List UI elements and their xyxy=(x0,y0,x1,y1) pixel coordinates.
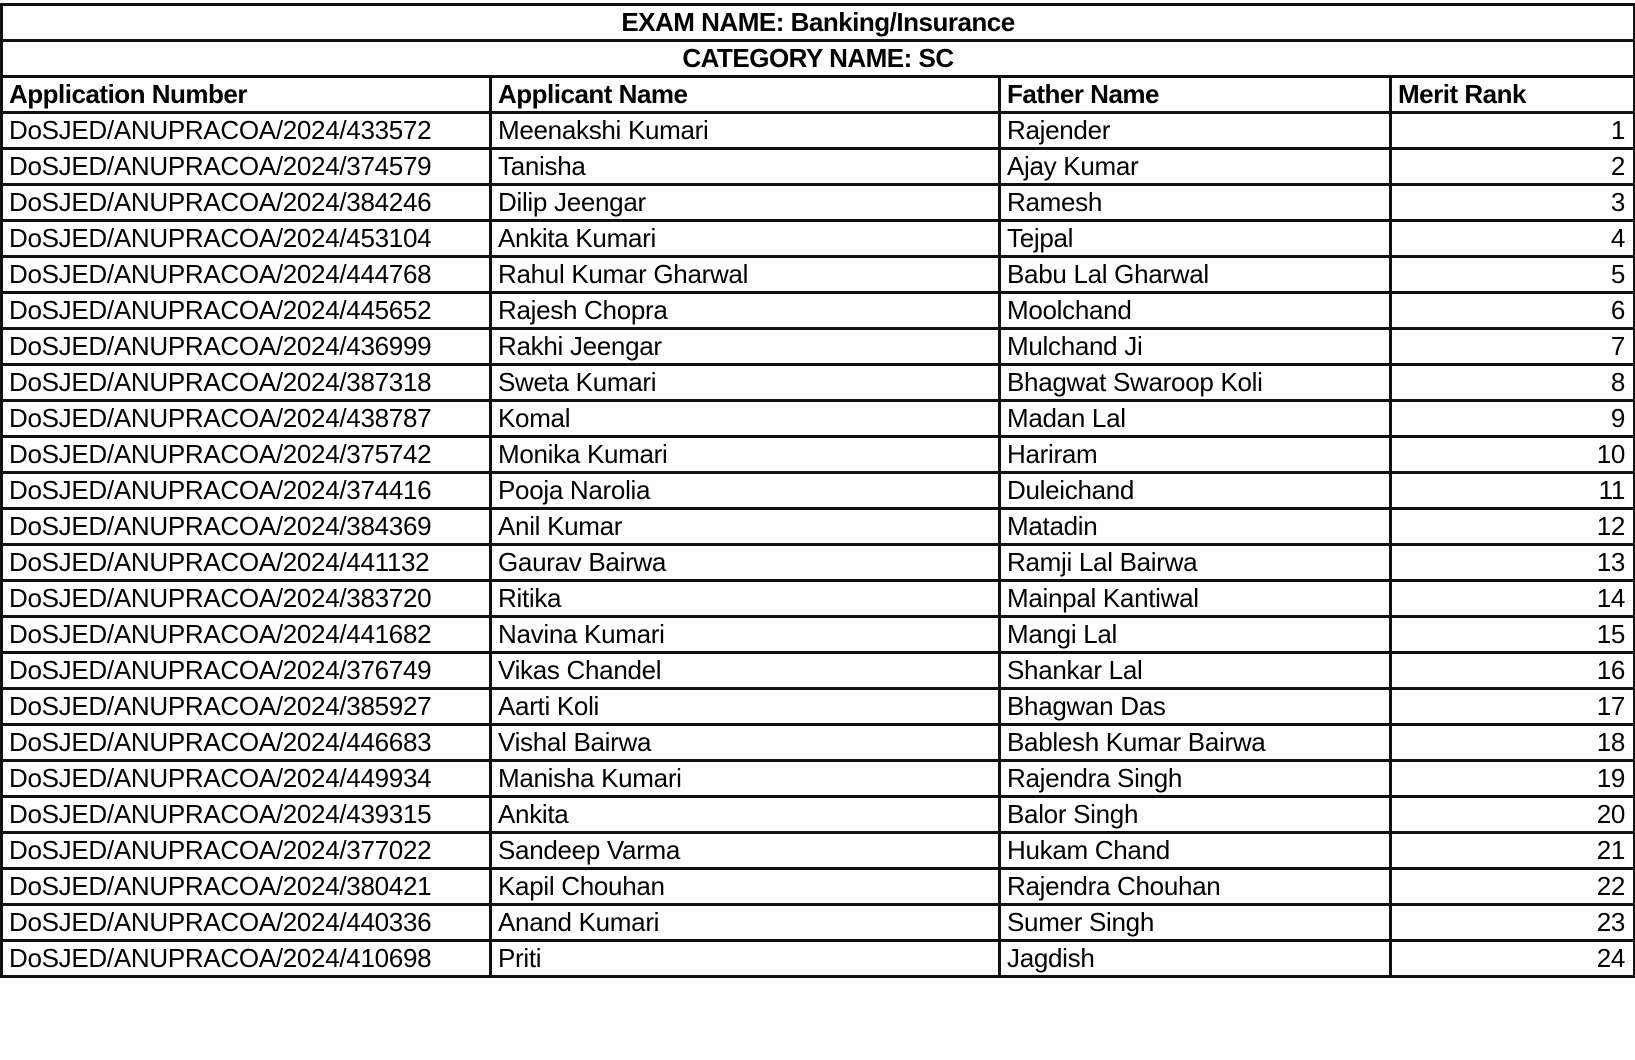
applicant-name-cell: Gaurav Bairwa xyxy=(491,545,1000,581)
category-name-row xyxy=(2,41,1635,77)
application-number-cell: DoSJED/ANUPRACOA/2024/374579 xyxy=(2,149,491,185)
column-header-father-name: Father Name xyxy=(1000,77,1391,113)
applicant-name-cell: Monika Kumari xyxy=(491,437,1000,473)
merit-rank-cell: 10 xyxy=(1391,437,1635,473)
merit-rank-cell: 15 xyxy=(1391,617,1635,653)
merit-rank-cell: 20 xyxy=(1391,797,1635,833)
merit-rank-cell: 6 xyxy=(1391,293,1635,329)
table-row xyxy=(2,905,1635,941)
application-number-cell: DoSJED/ANUPRACOA/2024/445652 xyxy=(2,293,491,329)
applicant-name-cell: Komal xyxy=(491,401,1000,437)
father-name-cell: Shankar Lal xyxy=(1000,653,1391,689)
application-number-cell: DoSJED/ANUPRACOA/2024/441682 xyxy=(2,617,491,653)
table-row xyxy=(2,509,1635,545)
merit-rank-cell: 9 xyxy=(1391,401,1635,437)
merit-rank-cell: 7 xyxy=(1391,329,1635,365)
application-number-cell: DoSJED/ANUPRACOA/2024/383720 xyxy=(2,581,491,617)
applicant-name-cell: Navina Kumari xyxy=(491,617,1000,653)
merit-rank-cell: 23 xyxy=(1391,905,1635,941)
father-name-cell: Babu Lal Gharwal xyxy=(1000,257,1391,293)
table-row xyxy=(2,365,1635,401)
table-row xyxy=(2,941,1635,977)
table-body xyxy=(2,113,1635,977)
column-header-merit-rank: Merit Rank xyxy=(1391,77,1635,113)
father-name-cell: Mulchand Ji xyxy=(1000,329,1391,365)
application-number-cell: DoSJED/ANUPRACOA/2024/375742 xyxy=(2,437,491,473)
father-name-cell: Ramji Lal Bairwa xyxy=(1000,545,1391,581)
application-number-cell: DoSJED/ANUPRACOA/2024/453104 xyxy=(2,221,491,257)
applicant-name-cell: Anand Kumari xyxy=(491,905,1000,941)
exam-name-row xyxy=(2,5,1635,41)
applicant-name-cell: Rakhi Jeengar xyxy=(491,329,1000,365)
father-name-cell: Sumer Singh xyxy=(1000,905,1391,941)
application-number-cell: DoSJED/ANUPRACOA/2024/436999 xyxy=(2,329,491,365)
merit-rank-cell: 3 xyxy=(1391,185,1635,221)
application-number-cell: DoSJED/ANUPRACOA/2024/387318 xyxy=(2,365,491,401)
applicant-name-cell: Sweta Kumari xyxy=(491,365,1000,401)
merit-rank-cell: 18 xyxy=(1391,725,1635,761)
applicant-name-cell: Kapil Chouhan xyxy=(491,869,1000,905)
table-row xyxy=(2,437,1635,473)
table-row xyxy=(2,329,1635,365)
application-number-cell: DoSJED/ANUPRACOA/2024/374416 xyxy=(2,473,491,509)
table-row xyxy=(2,725,1635,761)
merit-list-table xyxy=(0,3,1635,978)
application-number-cell: DoSJED/ANUPRACOA/2024/384369 xyxy=(2,509,491,545)
applicant-name-cell: Vikas Chandel xyxy=(491,653,1000,689)
merit-rank-cell: 19 xyxy=(1391,761,1635,797)
table-row xyxy=(2,581,1635,617)
application-number-cell: DoSJED/ANUPRACOA/2024/449934 xyxy=(2,761,491,797)
merit-rank-cell: 11 xyxy=(1391,473,1635,509)
merit-rank-cell: 8 xyxy=(1391,365,1635,401)
table-row xyxy=(2,113,1635,149)
father-name-cell: Ajay Kumar xyxy=(1000,149,1391,185)
applicant-name-cell: Ankita xyxy=(491,797,1000,833)
application-number-cell: DoSJED/ANUPRACOA/2024/439315 xyxy=(2,797,491,833)
merit-rank-cell: 2 xyxy=(1391,149,1635,185)
table-row xyxy=(2,761,1635,797)
table-row xyxy=(2,149,1635,185)
applicant-name-cell: Dilip Jeengar xyxy=(491,185,1000,221)
application-number-cell: DoSJED/ANUPRACOA/2024/376749 xyxy=(2,653,491,689)
applicant-name-cell: Aarti Koli xyxy=(491,689,1000,725)
table-row xyxy=(2,473,1635,509)
merit-rank-cell: 4 xyxy=(1391,221,1635,257)
table-row xyxy=(2,257,1635,293)
application-number-cell: DoSJED/ANUPRACOA/2024/438787 xyxy=(2,401,491,437)
applicant-name-cell: Rajesh Chopra xyxy=(491,293,1000,329)
merit-list-sheet xyxy=(0,3,1633,978)
father-name-cell: Bhagwan Das xyxy=(1000,689,1391,725)
father-name-cell: Ramesh xyxy=(1000,185,1391,221)
exam-name-title: EXAM NAME: Banking/Insurance xyxy=(2,5,1635,41)
father-name-cell: Bhagwat Swaroop Koli xyxy=(1000,365,1391,401)
applicant-name-cell: Rahul Kumar Gharwal xyxy=(491,257,1000,293)
merit-rank-cell: 17 xyxy=(1391,689,1635,725)
application-number-cell: DoSJED/ANUPRACOA/2024/433572 xyxy=(2,113,491,149)
father-name-cell: Madan Lal xyxy=(1000,401,1391,437)
father-name-cell: Mainpal Kantiwal xyxy=(1000,581,1391,617)
merit-rank-cell: 5 xyxy=(1391,257,1635,293)
merit-rank-cell: 24 xyxy=(1391,941,1635,977)
table-row xyxy=(2,221,1635,257)
father-name-cell: Tejpal xyxy=(1000,221,1391,257)
table-row xyxy=(2,869,1635,905)
application-number-cell: DoSJED/ANUPRACOA/2024/441132 xyxy=(2,545,491,581)
column-header-applicant-name: Applicant Name xyxy=(491,77,1000,113)
table-row xyxy=(2,401,1635,437)
category-name-title: CATEGORY NAME: SC xyxy=(2,41,1635,77)
applicant-name-cell: Tanisha xyxy=(491,149,1000,185)
table-row xyxy=(2,797,1635,833)
column-header-application-number: Application Number xyxy=(2,77,491,113)
father-name-cell: Rajender xyxy=(1000,113,1391,149)
applicant-name-cell: Sandeep Varma xyxy=(491,833,1000,869)
father-name-cell: Bablesh Kumar Bairwa xyxy=(1000,725,1391,761)
applicant-name-cell: Ritika xyxy=(491,581,1000,617)
merit-rank-cell: 14 xyxy=(1391,581,1635,617)
merit-rank-cell: 12 xyxy=(1391,509,1635,545)
applicant-name-cell: Pooja Narolia xyxy=(491,473,1000,509)
father-name-cell: Jagdish xyxy=(1000,941,1391,977)
father-name-cell: Hukam Chand xyxy=(1000,833,1391,869)
father-name-cell: Hariram xyxy=(1000,437,1391,473)
applicant-name-cell: Ankita Kumari xyxy=(491,221,1000,257)
table-row xyxy=(2,689,1635,725)
merit-rank-cell: 22 xyxy=(1391,869,1635,905)
merit-rank-cell: 13 xyxy=(1391,545,1635,581)
merit-rank-cell: 21 xyxy=(1391,833,1635,869)
merit-rank-cell: 16 xyxy=(1391,653,1635,689)
table-row xyxy=(2,653,1635,689)
application-number-cell: DoSJED/ANUPRACOA/2024/444768 xyxy=(2,257,491,293)
merit-rank-cell: 1 xyxy=(1391,113,1635,149)
application-number-cell: DoSJED/ANUPRACOA/2024/385927 xyxy=(2,689,491,725)
father-name-cell: Balor Singh xyxy=(1000,797,1391,833)
father-name-cell: Moolchand xyxy=(1000,293,1391,329)
table-row xyxy=(2,185,1635,221)
father-name-cell: Duleichand xyxy=(1000,473,1391,509)
applicant-name-cell: Manisha Kumari xyxy=(491,761,1000,797)
applicant-name-cell: Priti xyxy=(491,941,1000,977)
table-row xyxy=(2,617,1635,653)
application-number-cell: DoSJED/ANUPRACOA/2024/384246 xyxy=(2,185,491,221)
father-name-cell: Rajendra Singh xyxy=(1000,761,1391,797)
application-number-cell: DoSJED/ANUPRACOA/2024/380421 xyxy=(2,869,491,905)
applicant-name-cell: Meenakshi Kumari xyxy=(491,113,1000,149)
table-row xyxy=(2,833,1635,869)
applicant-name-cell: Anil Kumar xyxy=(491,509,1000,545)
father-name-cell: Rajendra Chouhan xyxy=(1000,869,1391,905)
father-name-cell: Matadin xyxy=(1000,509,1391,545)
application-number-cell: DoSJED/ANUPRACOA/2024/377022 xyxy=(2,833,491,869)
applicant-name-cell: Vishal Bairwa xyxy=(491,725,1000,761)
table-row xyxy=(2,545,1635,581)
table-row xyxy=(2,293,1635,329)
father-name-cell: Mangi Lal xyxy=(1000,617,1391,653)
application-number-cell: DoSJED/ANUPRACOA/2024/446683 xyxy=(2,725,491,761)
application-number-cell: DoSJED/ANUPRACOA/2024/440336 xyxy=(2,905,491,941)
column-header-row xyxy=(2,77,1635,113)
application-number-cell: DoSJED/ANUPRACOA/2024/410698 xyxy=(2,941,491,977)
